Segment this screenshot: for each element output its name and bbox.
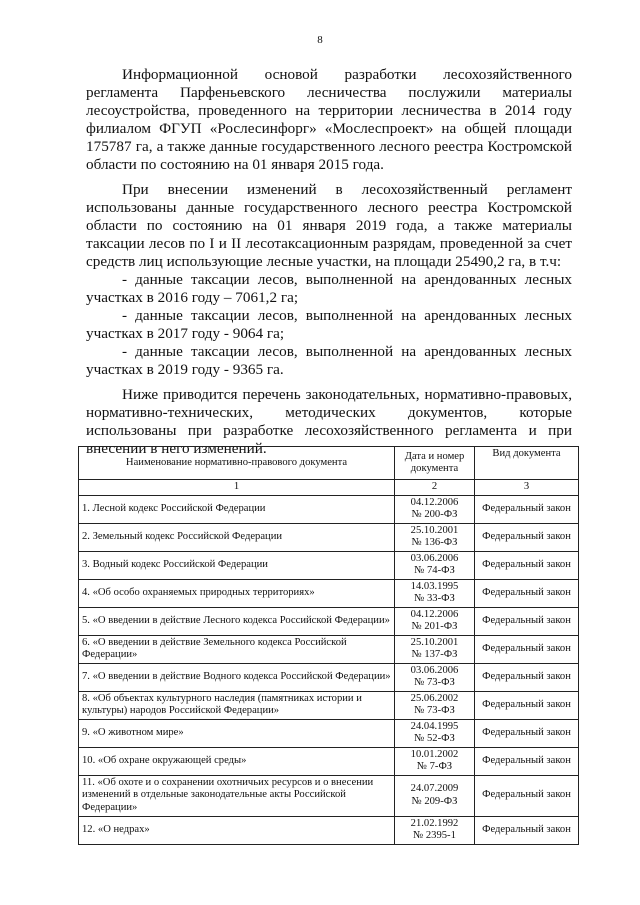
paragraph-amendments: При внесении изменений в лесохозяйственный регламент использованы данные государственного лесного реестра Костромской области по состоянию на 01 января 2019 года, а также материалы таксации лесов по I и II лесотаксационным разрядам, проведенной за счет средств лиц использующие лесные участки, на площади 25490,2 га, в т.ч: bbox=[86, 181, 572, 270]
doc-number: № 137-ФЗ bbox=[411, 649, 458, 660]
doc-date: 10.01.2002 bbox=[410, 748, 459, 760]
table-row bbox=[79, 551, 579, 579]
doc-date-number bbox=[395, 663, 475, 691]
doc-date-number bbox=[395, 551, 475, 579]
table-row bbox=[79, 607, 579, 635]
paragraph-info-basis: Информационной основой разработки лесохозяйственного регламента Парфеньевского лесничества послужили материалы лесоустройства, проведенного на территории лесничества в 2014 году филиалом ФГУП «Рослесинфорг» «Мослеспроект» на общей площади 175787 га, а также данные государственного лесного реестра Костромской области по состоянию на 01 января 2015 года. bbox=[86, 66, 572, 173]
table-row bbox=[79, 495, 579, 523]
doc-date: 21.02.1992 bbox=[410, 817, 459, 829]
page-number: 8 bbox=[317, 34, 323, 46]
doc-date: 25.10.2001 bbox=[410, 636, 459, 648]
column-number: 1 bbox=[79, 480, 395, 496]
doc-date: 04.12.2006 bbox=[410, 608, 459, 620]
table-row bbox=[79, 663, 579, 691]
doc-kind: Федеральный закон bbox=[475, 495, 579, 523]
header-doc-kind: Вид документа bbox=[475, 447, 579, 480]
paragraph-doc-list-intro: Ниже приводится перечень законодательных, нормативно-правовых, нормативно-технических, методических документов, которые использованы при разработке лесохозяйственного регламента и при внесении в него изменений. bbox=[86, 386, 572, 457]
table-row bbox=[79, 747, 579, 775]
body-text bbox=[86, 66, 572, 458]
doc-name: 2. Земельный кодекс Российской Федерации bbox=[79, 523, 395, 551]
doc-name: 8. «Об объектах культурного наследия (памятниках истории и культуры) народов Российской Федерации» bbox=[79, 691, 395, 719]
table-row bbox=[79, 579, 579, 607]
doc-number: № 73-ФЗ bbox=[414, 705, 455, 716]
doc-kind: Федеральный закон bbox=[475, 635, 579, 663]
header-doc-name: Наименование нормативно-правового документа bbox=[79, 447, 395, 480]
doc-date: 04.12.2006 bbox=[410, 496, 459, 508]
doc-number: № 33-ФЗ bbox=[414, 593, 455, 604]
doc-date-number bbox=[395, 747, 475, 775]
doc-kind: Федеральный закон bbox=[475, 719, 579, 747]
doc-name: 3. Водный кодекс Российской Федерации bbox=[79, 551, 395, 579]
doc-name: 9. «О животном мире» bbox=[79, 719, 395, 747]
doc-number: № 209-ФЗ bbox=[411, 795, 458, 807]
doc-number: № 2395-1 bbox=[413, 830, 456, 841]
doc-date-number bbox=[395, 719, 475, 747]
column-number: 3 bbox=[475, 480, 579, 496]
table-column-numbers-row bbox=[79, 480, 579, 496]
doc-kind: Федеральный закон bbox=[475, 663, 579, 691]
doc-kind: Федеральный закон bbox=[475, 579, 579, 607]
doc-name: 5. «О введении в действие Лесного кодекса Российской Федерации» bbox=[79, 607, 395, 635]
doc-kind: Федеральный закон bbox=[475, 551, 579, 579]
table-row bbox=[79, 523, 579, 551]
doc-kind: Федеральный закон bbox=[475, 816, 579, 844]
doc-kind: Федеральный закон bbox=[475, 523, 579, 551]
header-date-number: Дата и номер документа bbox=[395, 447, 475, 480]
doc-name: 4. «Об особо охраняемых природных территориях» bbox=[79, 579, 395, 607]
doc-number: № 136-ФЗ bbox=[411, 537, 458, 548]
doc-date-number bbox=[395, 495, 475, 523]
doc-date: 25.06.2002 bbox=[410, 692, 459, 704]
doc-name: 12. «О недрах» bbox=[79, 816, 395, 844]
table-row bbox=[79, 635, 579, 663]
doc-date: 24.04.1995 bbox=[410, 720, 459, 732]
doc-number: № 201-ФЗ bbox=[411, 621, 458, 632]
doc-date-number bbox=[395, 691, 475, 719]
doc-kind: Федеральный закон bbox=[475, 747, 579, 775]
doc-number: № 52-ФЗ bbox=[414, 733, 455, 744]
doc-kind: Федеральный закон bbox=[475, 691, 579, 719]
paragraph-taxation-2019: - данные таксации лесов, выполненной на арендованных лесных участках в 2019 году - 9365 га. bbox=[86, 343, 572, 378]
table-row bbox=[79, 775, 579, 816]
doc-date-number bbox=[395, 579, 475, 607]
table-row bbox=[79, 816, 579, 844]
doc-name: 6. «О введении в действие Земельного кодекса Российской Федерации» bbox=[79, 635, 395, 663]
doc-kind: Федеральный закон bbox=[475, 607, 579, 635]
doc-name: 10. «Об охране окружающей среды» bbox=[79, 747, 395, 775]
documents-table bbox=[78, 446, 579, 845]
doc-date-number bbox=[395, 635, 475, 663]
paragraph-taxation-2017: - данные таксации лесов, выполненной на арендованных лесных участках в 2017 году - 9064 га; bbox=[86, 307, 572, 342]
doc-date-number bbox=[395, 607, 475, 635]
column-number: 2 bbox=[395, 480, 475, 496]
doc-date-number bbox=[395, 816, 475, 844]
doc-number: № 200-ФЗ bbox=[411, 509, 458, 520]
doc-number: № 73-ФЗ bbox=[414, 677, 455, 688]
doc-number: № 74-ФЗ bbox=[414, 565, 455, 576]
table-row bbox=[79, 691, 579, 719]
paragraph-taxation-2016: - данные таксации лесов, выполненной на арендованных лесных участках в 2016 году – 7061,2 га; bbox=[86, 271, 572, 306]
doc-number: № 7-ФЗ bbox=[416, 761, 453, 772]
doc-date: 25.10.2001 bbox=[410, 524, 459, 536]
doc-date: 03.06.2006 bbox=[410, 664, 459, 676]
doc-kind: Федеральный закон bbox=[475, 775, 579, 816]
doc-date-number bbox=[395, 523, 475, 551]
doc-name: 11. «Об охоте и о сохранении охотничьих ресурсов и о внесении изменений в отдельные законодательные акты Российской Федерации» bbox=[79, 775, 395, 816]
table-row bbox=[79, 719, 579, 747]
doc-name: 7. «О введении в действие Водного кодекса Российской Федерации» bbox=[79, 663, 395, 691]
doc-date: 14.03.1995 bbox=[410, 580, 459, 592]
doc-date-number bbox=[395, 775, 475, 816]
table-header-row bbox=[79, 447, 579, 480]
doc-date: 03.06.2006 bbox=[410, 552, 459, 564]
doc-date: 24.07.2009 bbox=[410, 783, 459, 794]
doc-name: 1. Лесной кодекс Российской Федерации bbox=[79, 495, 395, 523]
